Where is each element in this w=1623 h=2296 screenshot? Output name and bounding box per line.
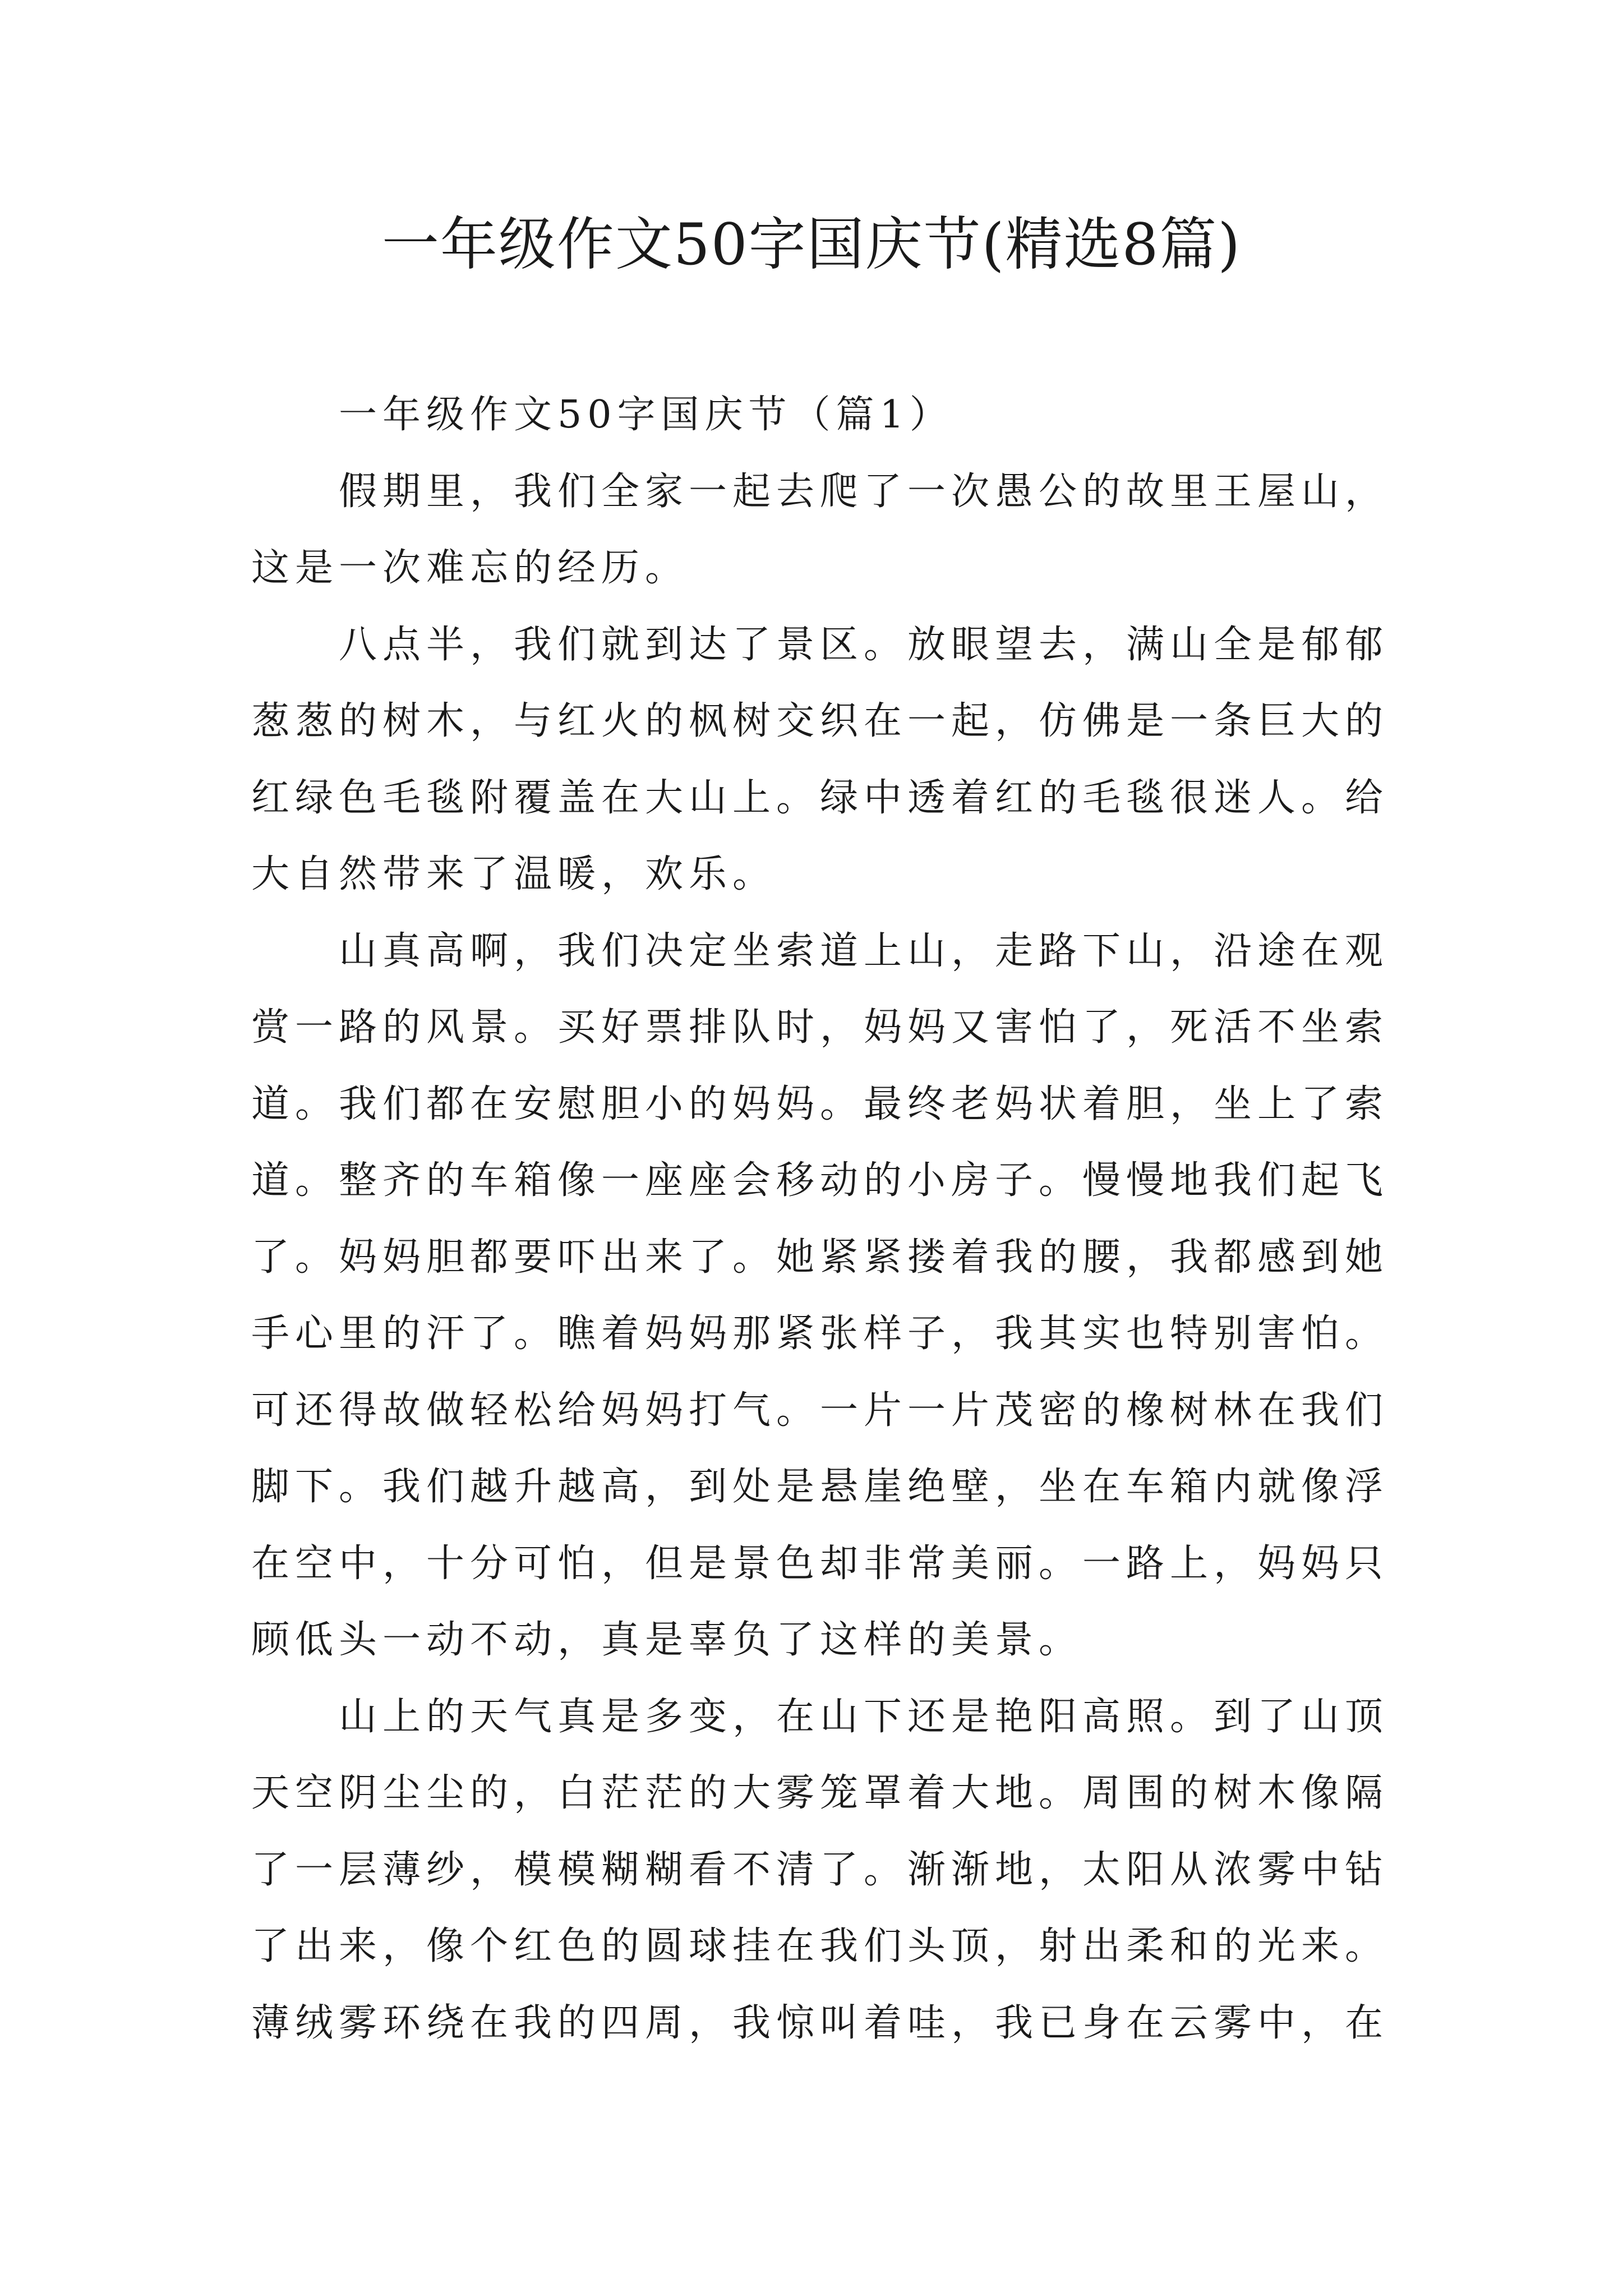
section-heading: 一年级作文50字国庆节（篇1） bbox=[339, 393, 953, 437]
paragraph-line: 山上的天气真是多变，在山下还是艳阳高照。到了山顶 bbox=[339, 1694, 1389, 1739]
paragraph-line: 山真高啊，我们决定坐索道上山，走路下山，沿途在观 bbox=[339, 928, 1389, 973]
paragraph-line: 假期里，我们全家一起去爬了一次愚公的故里王屋山， bbox=[339, 469, 1389, 514]
paragraph bbox=[251, 913, 1389, 1679]
paragraph-line: 葱葱的树木，与红火的枫树交织在一起，仿佛是一条巨大的 bbox=[251, 699, 1389, 743]
paragraph-line: 手心里的汗了。瞧着妈妈那紧张样子，我其实也特别害怕。 bbox=[251, 1312, 1389, 1356]
paragraph-line: 赏一路的风景。买好票排队时，妈妈又害怕了，死活不坐索 bbox=[251, 1005, 1389, 1050]
paragraph-line: 天空阴尘尘的，白茫茫的大雾笼罩着大地。周围的树木像隔 bbox=[251, 1771, 1389, 1815]
paragraph-line: 可还得故做轻松给妈妈打气。一片一片茂密的橡树林在我们 bbox=[251, 1388, 1389, 1433]
paragraph-line: 薄绒雾环绕在我的四周，我惊叫着哇，我已身在云雾中，在 bbox=[251, 2000, 1389, 2045]
paragraph-line: 红绿色毛毯附覆盖在大山上。绿中透着红的毛毯很迷人。给 bbox=[251, 775, 1389, 820]
paragraph-line: 顾低头一动不动，真是辜负了这样的美景。 bbox=[251, 1618, 1083, 1662]
paragraph-line: 这是一次难忘的经历。 bbox=[251, 546, 689, 590]
paragraph bbox=[251, 454, 1389, 607]
paragraph bbox=[251, 607, 1389, 913]
paragraph-line: 八点半，我们就到达了景区。放眼望去，满山全是郁郁 bbox=[339, 622, 1389, 667]
document-body bbox=[251, 377, 1389, 2062]
paragraph-line: 大自然带来了温暖，欢乐。 bbox=[251, 852, 777, 896]
paragraph-line: 道。整齐的车箱像一座座会移动的小房子。慢慢地我们起飞 bbox=[251, 1158, 1389, 1203]
paragraph-line: 了出来，像个红色的圆球挂在我们头顶，射出柔和的光来。 bbox=[251, 1924, 1389, 1968]
paragraph-line: 了。妈妈胆都要吓出来了。她紧紧搂着我的腰，我都感到她 bbox=[251, 1235, 1389, 1280]
paragraph-line: 脚下。我们越升越高，到处是悬崖绝壁，坐在车箱内就像浮 bbox=[251, 1465, 1389, 1509]
document-title: 一年级作文50字国庆节(精选8篇) bbox=[381, 211, 1242, 278]
paragraph bbox=[251, 1679, 1389, 2062]
paragraph-line: 在空中，十分可怕，但是景色却非常美丽。一路上，妈妈只 bbox=[251, 1541, 1389, 1586]
paragraph-line: 道。我们都在安慰胆小的妈妈。最终老妈状着胆，坐上了索 bbox=[251, 1082, 1389, 1126]
paragraph-line: 了一层薄纱，模模糊糊看不清了。渐渐地，太阳从浓雾中钻 bbox=[251, 1847, 1389, 1892]
